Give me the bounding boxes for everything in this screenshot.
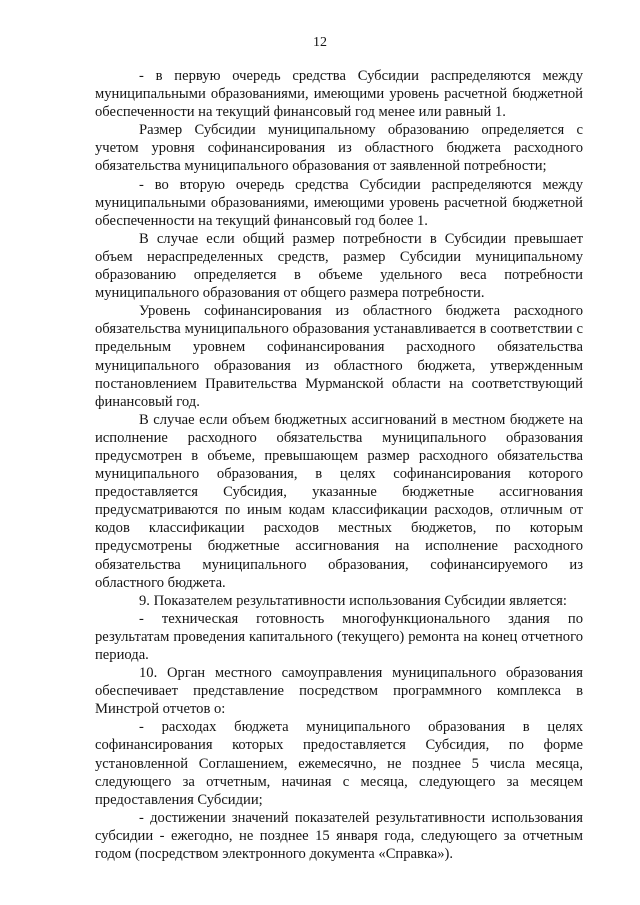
paragraph: - во вторую очередь средства Субсидии распределяются между муниципальными образованиями, имеющими уровень расчетной бюджетной обеспеченности на текущий финансовый год более 1. <box>95 176 583 229</box>
paragraph: 9. Показателем результативности использования Субсидии является: <box>139 592 567 609</box>
paragraph: - в первую очередь средства Субсидии распределяются между муниципальными образованиями, имеющими уровень расчетной бюджетной обеспеченности на текущий финансовый год менее или равный 1. <box>95 68 583 121</box>
paragraph: - расходах бюджета муниципального образования в целях софинансирования которых предоставляется Субсидия, по форме установленной Соглашением, ежемесячно, не позднее 5 числа месяца, следующего за отчетным, начиная с месяца, следующего за месяцем предоставления Субсидии; <box>95 719 583 808</box>
page-number: 12 <box>313 35 327 50</box>
paragraph: Уровень софинансирования из областного бюджета расходного обязательства муниципального образования устанавливается в соответствии с предельным уровнем софинансирования расходного обязательства муниципального образования из областного бюджета, утвержденным постановлением Правительства Мурманской области на соответствующий финансовый год. <box>95 303 583 410</box>
paragraph: В случае если общий размер потребности в Субсидии превышает объем нераспределенных средств, размер Субсидии муниципальному образованию определяется в объеме удельного веса потребности муниципального образования от общего размера потребности. <box>95 230 583 302</box>
document-body <box>95 67 583 863</box>
paragraph: В случае если объем бюджетных ассигнований в местном бюджете на исполнение расходного обязательства муниципального образования предусмотрен в объеме, превышающем размер расходного обязательства муниципального образования, в целях софинансирования которого предоставляется Субсидия, указанные бюджетные ассигнования предусматриваются по иным кодам классификации расходов, отличным от кодов классификации расходов местных бюджетов, по которым предусмотрены бюджетные ассигнования на исполнение расходного обязательства муниципального образования, софинансируемого из областного бюджета. <box>95 411 583 591</box>
paragraph: Размер Субсидии муниципальному образованию определяется с учетом уровня софинансирования из областного бюджета расходного обязательства муниципального образования от заявленной потребности; <box>95 122 583 175</box>
paragraph: - достижении значений показателей результативности использования субсидии - ежегодно, не позднее 15 января года, следующего за отчетным годом (посредством электронного документа «Справка»). <box>95 809 583 863</box>
paragraph: - техническая готовность многофункционального здания по результатам проведения капитального (текущего) ремонта на конец отчетного периода. <box>95 610 583 663</box>
paragraph: 10. Орган местного самоуправления муниципального образования обеспечивает представление посредством программного комплекса в Минстрой отчетов о: <box>95 665 583 718</box>
